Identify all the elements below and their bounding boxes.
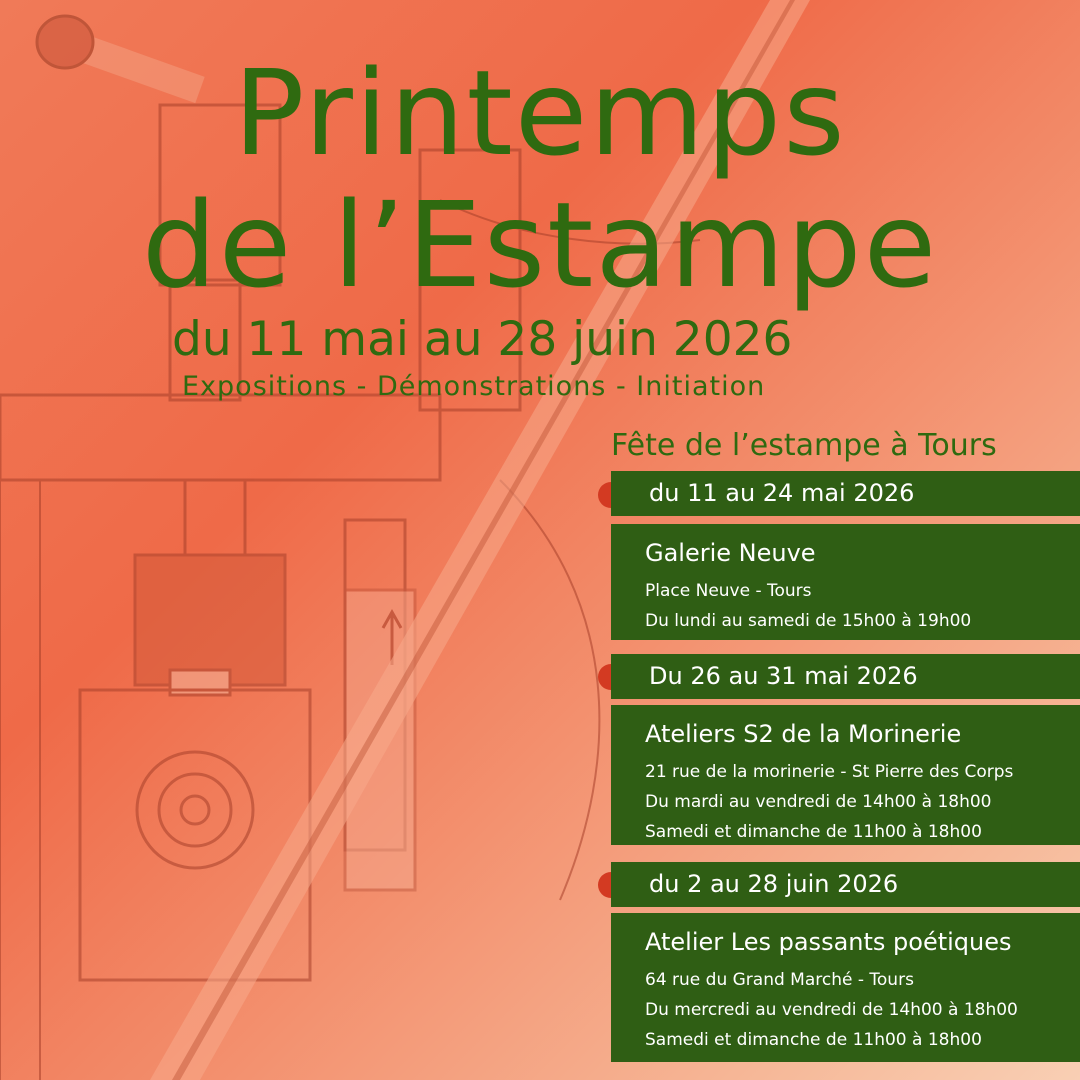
event-3-hours-weekdays: Du mercredi au vendredi de 14h00 à 18h00	[645, 1000, 1018, 1020]
event-2-date: Du 26 au 31 mai 2026	[611, 654, 1080, 699]
event-3-address: 64 rue du Grand Marché - Tours	[645, 970, 914, 990]
event-1-address: Place Neuve - Tours	[645, 581, 812, 601]
event-2-hours-weekend: Samedi et dimanche de 11h00 à 18h00	[645, 822, 982, 842]
fete-title: Fête de l’estampe à Tours	[611, 428, 997, 463]
event-3-date: du 2 au 28 juin 2026	[611, 862, 1080, 907]
event-1-date: du 11 au 24 mai 2026	[611, 471, 1080, 516]
event-2-address: 21 rue de la morinerie - St Pierre des Corps	[645, 762, 1014, 782]
event-3-panel	[611, 913, 1080, 1062]
event-2-hours-weekdays: Du mardi au vendredi de 14h00 à 18h00	[645, 792, 992, 812]
festival-dates: du 11 mai au 28 juin 2026	[172, 312, 793, 367]
title-line-1: Printemps	[233, 44, 847, 182]
festival-subtitle: Expositions - Démonstrations - Initiation	[182, 371, 766, 402]
title-line-2: de l’Estampe	[141, 176, 939, 314]
event-1-hours: Du lundi au samedi de 15h00 à 19h00	[645, 611, 972, 631]
event-1-venue: Galerie Neuve	[645, 539, 816, 567]
event-2-panel	[611, 705, 1080, 845]
event-1-panel	[611, 524, 1080, 640]
event-3-hours-weekend: Samedi et dimanche de 11h00 à 18h00	[645, 1030, 982, 1050]
event-2-venue: Ateliers S2 de la Morinerie	[645, 720, 962, 748]
event-3-venue: Atelier Les passants poétiques	[645, 928, 1012, 956]
